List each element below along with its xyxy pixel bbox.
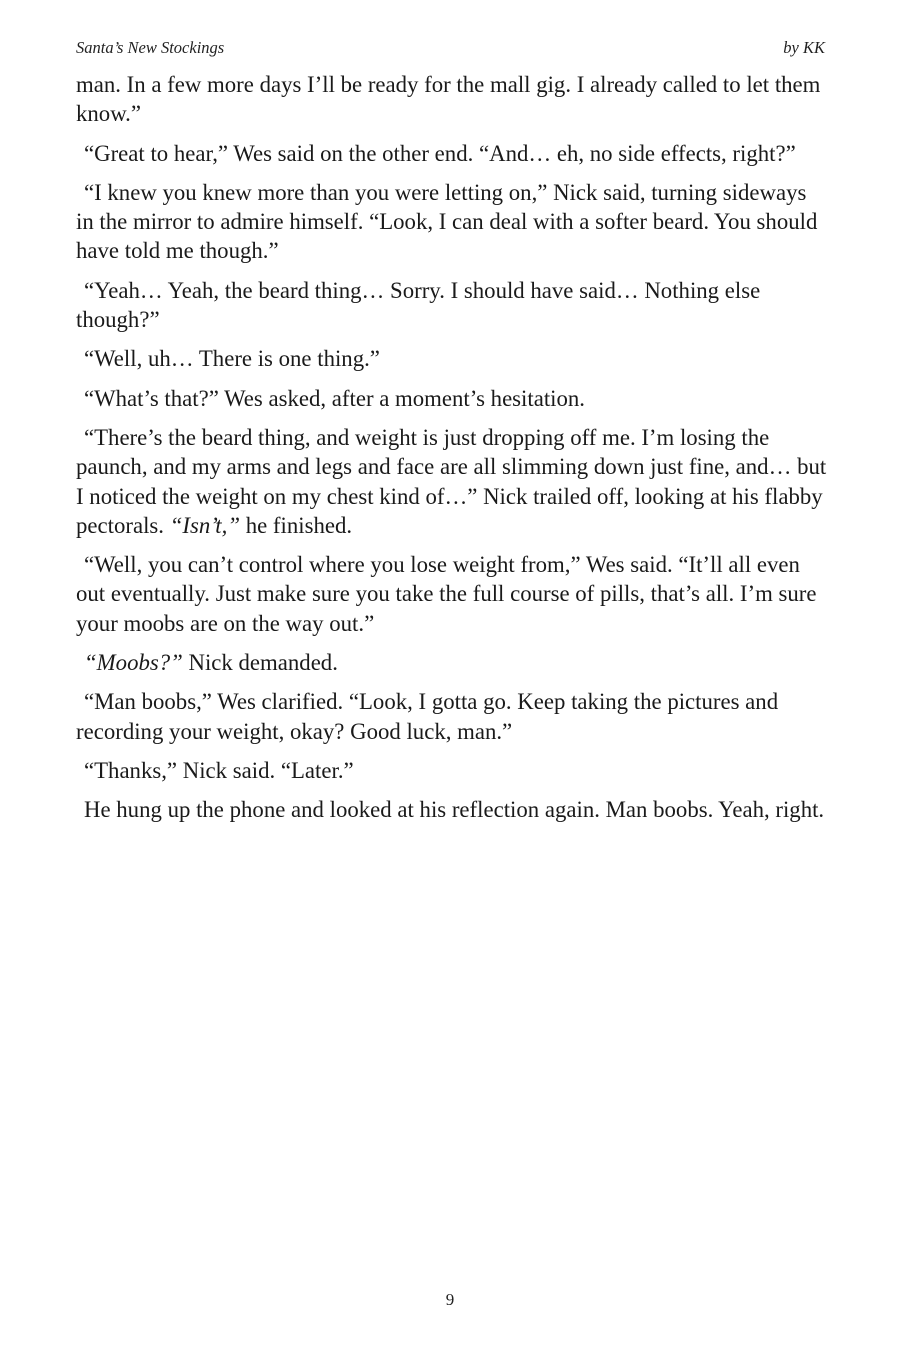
paragraph-text: “There’s the beard thing, and weight is just dropping off me. I’m losing the paunch, and my arms and legs and face are all slimming down just fine, and… but I noticed the weight on my chest kind of…” Nick trailed off, looking at his flabby pectorals. <box>76 425 827 538</box>
paragraph-text: Nick demanded. <box>182 649 338 675</box>
italic-emphasis: “Isn’t,” <box>169 512 241 538</box>
paragraph: “Well, you can’t control where you lose weight from,” Wes said. “It’ll all even out eventually. Just make sure you take the full course of pills, that’s all. I’m sure your moobs are on the way out.” <box>76 552 817 636</box>
italic-emphasis: “Moobs?” <box>84 649 183 675</box>
paragraph-text: he finished. <box>240 512 353 538</box>
page-number: 9 <box>445 1290 455 1309</box>
paragraph: “Yeah… Yeah, the beard thing… Sorry. I should have said… Nothing else though?” <box>76 277 761 332</box>
paragraph: He hung up the phone and looked at his reflection again. Man boobs. Yeah, right. <box>84 797 825 823</box>
paragraph: “Well, uh… There is one thing.” <box>84 346 380 372</box>
paragraph: “Thanks,” Nick said. “Later.” <box>84 757 354 783</box>
paragraph: “Great to hear,” Wes said on the other end. “And… eh, no side effects, right?” <box>84 140 796 166</box>
paragraph: “What’s that?” Wes asked, after a moment’s hesitation. <box>84 385 586 411</box>
paragraph: man. In a few more days I’ll be ready for the mall gig. I already called to let them know.” <box>76 72 821 127</box>
author-credit: by KK <box>783 38 825 57</box>
book-title: Santa’s New Stockings <box>76 38 225 57</box>
running-header <box>76 38 825 60</box>
paragraph: “I knew you knew more than you were letting on,” Nick said, turning sideways in the mirror to admire himself. “Look, I can deal with a softer beard. You should have told me though.” <box>76 179 818 264</box>
paragraph <box>76 648 828 677</box>
paragraph <box>76 423 828 540</box>
paragraph: “Man boobs,” Wes clarified. “Look, I gotta go. Keep taking the pictures and recording your weight, okay? Good luck, man.” <box>76 689 779 744</box>
page-body <box>76 70 828 835</box>
